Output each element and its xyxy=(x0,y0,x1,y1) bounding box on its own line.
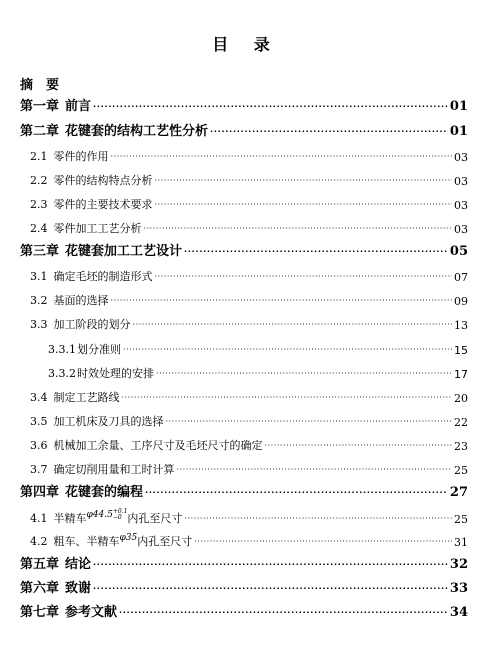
dot-leader xyxy=(145,486,448,500)
toc-entry-3-5[interactable] xyxy=(30,411,468,429)
toc-entry-chapter-1[interactable] xyxy=(20,96,468,114)
diameter-formula: φ35 xyxy=(119,533,138,543)
toc-entry-4-1[interactable] xyxy=(30,508,468,526)
entry-title: 致谢 xyxy=(65,581,92,596)
entry-number: 第一章 xyxy=(20,99,60,114)
dot-leader xyxy=(155,174,453,188)
page-number: 07 xyxy=(454,271,468,284)
dot-leader xyxy=(123,343,452,357)
dot-leader xyxy=(93,100,448,114)
entry-number: 3.1 xyxy=(30,270,48,283)
page-number: 13 xyxy=(454,319,468,332)
dot-leader xyxy=(111,294,453,308)
toc-entry-3-3-2[interactable] xyxy=(48,363,468,381)
entry-number: 4.1 xyxy=(30,512,48,525)
toc-entry-2-4[interactable] xyxy=(30,218,468,236)
entry-title: 加工机床及刀具的选择 xyxy=(53,415,164,428)
page-number: 32 xyxy=(449,557,468,572)
entry-number: 第七章 xyxy=(20,605,60,620)
page-number: 03 xyxy=(454,223,468,236)
page-number: 01 xyxy=(449,99,468,114)
entry-title: 半精车 xyxy=(53,512,87,525)
dot-leader xyxy=(122,391,453,405)
entry-number: 第二章 xyxy=(20,124,60,139)
page-number: 15 xyxy=(454,344,468,357)
entry-title-suffix: 内孔至尺寸 xyxy=(127,512,183,525)
entry-title: 时效处理的安排 xyxy=(77,367,154,380)
dot-leader xyxy=(166,415,453,429)
entry-title: 划分准则 xyxy=(77,343,121,356)
toc-entry-chapter-5[interactable] xyxy=(20,554,468,572)
entry-title: 确定毛坯的制造形式 xyxy=(53,270,153,283)
dot-leader xyxy=(177,463,453,477)
entry-title: 机械加工余量、工序尺寸及毛坯尺寸的确定 xyxy=(53,439,263,452)
entry-number: 第三章 xyxy=(20,244,60,259)
page-number: 03 xyxy=(454,151,468,164)
entry-title: 基面的选择 xyxy=(53,294,109,307)
toc-entry-3-6[interactable] xyxy=(30,435,468,453)
page-number: 33 xyxy=(449,581,468,596)
entry-number: 3.3.1 xyxy=(48,343,76,356)
entry-title: 花键套加工工艺设计 xyxy=(65,244,183,259)
dot-leader xyxy=(93,558,448,572)
entry-title: 花键套的编程 xyxy=(65,485,144,500)
entry-title: 粗车、半精车 xyxy=(53,535,120,548)
dot-leader xyxy=(184,512,452,526)
diameter-value: φ44.5 xyxy=(86,510,113,520)
toc-entry-chapter-6[interactable] xyxy=(20,578,468,596)
toc-entry-4-2[interactable] xyxy=(30,531,468,549)
entry-title: 确定切削用量和工时计算 xyxy=(53,463,175,476)
entry-number: 3.7 xyxy=(30,463,48,476)
entry-number: 第五章 xyxy=(20,557,60,572)
dot-leader xyxy=(119,606,448,620)
dot-leader xyxy=(155,198,453,212)
dot-leader xyxy=(111,150,453,164)
dot-leader xyxy=(265,439,453,453)
page-number: 01 xyxy=(449,124,468,139)
toc-entry-2-1[interactable] xyxy=(30,146,468,164)
entry-number: 3.2 xyxy=(30,294,48,307)
toc-entry-3-7[interactable] xyxy=(30,459,468,477)
dot-leader xyxy=(156,367,452,381)
dot-leader xyxy=(210,125,448,139)
page-number: 34 xyxy=(449,605,468,620)
toc-entry-3-4[interactable] xyxy=(30,387,468,405)
entry-title: 零件的作用 xyxy=(53,150,109,163)
entry-number: 2.2 xyxy=(30,174,48,187)
dot-leader xyxy=(93,582,448,596)
entry-number: 2.1 xyxy=(30,150,48,163)
page-number: 03 xyxy=(454,199,468,212)
toc-entry-2-3[interactable] xyxy=(30,194,468,212)
toc-entry-3-3-1[interactable] xyxy=(48,339,468,357)
toc-entry-3-2[interactable] xyxy=(30,290,468,308)
page-number: 23 xyxy=(454,440,468,453)
entry-number: 4.2 xyxy=(30,535,48,548)
entry-number: 第四章 xyxy=(20,485,60,500)
entry-number: 3.3.2 xyxy=(48,367,76,380)
dot-leader xyxy=(144,222,453,236)
page-number: 17 xyxy=(454,368,468,381)
tolerance xyxy=(113,509,128,521)
page-number: 25 xyxy=(454,464,468,477)
toc-entry-3-3[interactable] xyxy=(30,314,468,332)
page-title: 目 录 xyxy=(212,35,280,54)
entry-number: 3.3 xyxy=(30,318,48,331)
entry-number: 3.6 xyxy=(30,439,48,452)
dot-leader xyxy=(133,318,453,332)
toc-entry-3-1[interactable] xyxy=(30,266,468,284)
dot-leader xyxy=(155,270,453,284)
entry-title: 零件的主要技术要求 xyxy=(53,198,153,211)
toc-entry-chapter-2[interactable] xyxy=(20,121,468,139)
entry-number: 3.4 xyxy=(30,391,48,404)
toc-entry-chapter-3[interactable] xyxy=(20,241,468,259)
entry-title: 花键套的结构工艺性分析 xyxy=(65,124,209,139)
entry-title: 参考文献 xyxy=(65,605,118,620)
page-number: 05 xyxy=(449,244,468,259)
page-number: 20 xyxy=(454,392,468,405)
entry-number: 3.5 xyxy=(30,415,48,428)
entry-number: 2.3 xyxy=(30,198,48,211)
tolerance-upper: +0.1 xyxy=(112,508,128,515)
entry-title: 零件的结构特点分析 xyxy=(53,174,153,187)
toc-entry-chapter-4[interactable] xyxy=(20,482,468,500)
page-number: 27 xyxy=(449,485,468,500)
dot-leader xyxy=(184,245,448,259)
page-number: 09 xyxy=(454,295,468,308)
entry-number: 2.4 xyxy=(30,222,48,235)
entry-title: 加工阶段的划分 xyxy=(53,318,131,331)
entry-title: 前言 xyxy=(65,99,92,114)
entry-number: 第六章 xyxy=(20,581,60,596)
toc-entry-chapter-7[interactable] xyxy=(20,602,468,620)
entry-title: 零件加工工艺分析 xyxy=(53,222,142,235)
page-number: 25 xyxy=(454,513,468,526)
entry-title-suffix: 内孔至尺寸 xyxy=(137,535,193,548)
page-number: 31 xyxy=(454,536,468,549)
dot-leader xyxy=(194,535,452,549)
page-number: 22 xyxy=(454,416,468,429)
entry-title: 制定工艺路线 xyxy=(53,391,120,404)
entry-title: 结论 xyxy=(65,557,92,572)
tolerance-lower: −0 xyxy=(112,514,122,521)
diameter-formula xyxy=(87,510,128,520)
page-number: 03 xyxy=(454,175,468,188)
toc-entry-2-2[interactable] xyxy=(30,170,468,188)
abstract-heading: 摘 要 xyxy=(20,78,60,93)
